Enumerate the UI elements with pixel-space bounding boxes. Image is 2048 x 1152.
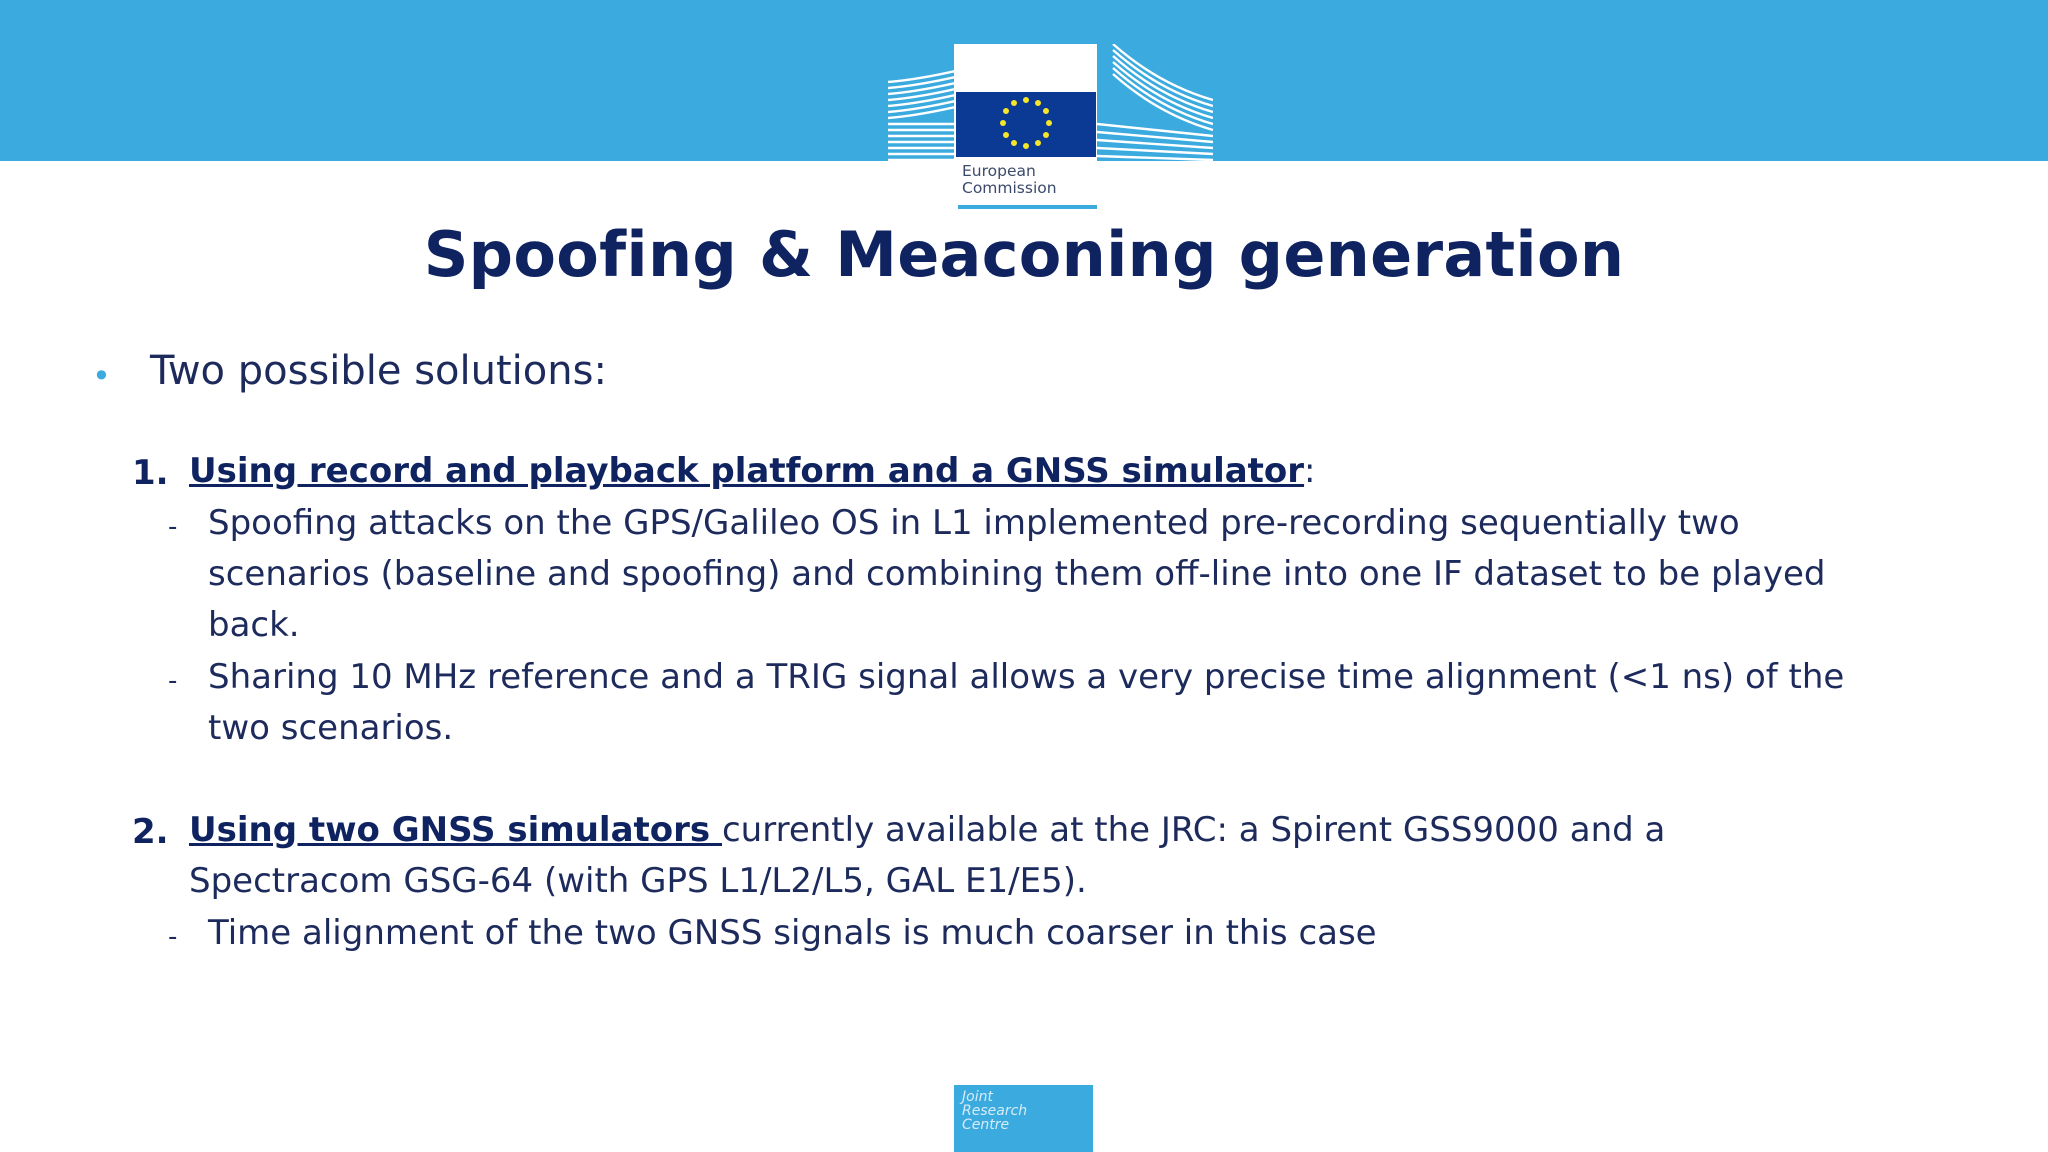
solution-1-bullet-2-line-2: two scenarios. xyxy=(208,708,454,748)
jrc-logo-text xyxy=(962,1090,1027,1132)
solution-2-heading-text: Using two GNSS simulators xyxy=(189,810,722,850)
dash-bullet-icon: - xyxy=(168,922,178,952)
solution-2-bullet-1-line-1: Time alignment of the two GNSS signals is much coarser in this case xyxy=(208,913,1377,953)
jrc-line-centre: Centre xyxy=(962,1117,1010,1133)
jrc-line-joint: Joint xyxy=(962,1089,993,1105)
solution-1-bullet-1-line-1: Spoofing attacks on the GPS/Galileo OS in L1 implemented pre-recording sequentially two xyxy=(208,503,1740,543)
solution-2-continuation: Spectracom GSG-64 (with GPS L1/L2/L5, GAL E1/E5). xyxy=(189,861,1087,901)
dash-bullet-icon: - xyxy=(168,666,178,696)
solution-1-heading xyxy=(189,451,1316,491)
solution-1-number: 1. xyxy=(132,453,169,493)
european-commission-logo xyxy=(888,44,1213,214)
intro-text: Two possible solutions: xyxy=(150,348,607,394)
slide-title: Spoofing & Meaconing generation xyxy=(423,218,1625,291)
jrc-logo xyxy=(954,1085,1093,1152)
solution-1-bullet-1-line-3: back. xyxy=(208,605,300,645)
solution-1-heading-text: Using record and playback platform and a GNSS simulator xyxy=(189,451,1305,491)
solution-2-number: 2. xyxy=(132,812,169,852)
logo-underline xyxy=(958,205,1097,209)
bullet-dot-icon: • xyxy=(92,357,111,395)
solution-2-heading xyxy=(189,810,1665,850)
solution-1-bullet-1-line-2: scenarios (baseline and spoofing) and combining them off-line into one IF dataset to be played xyxy=(208,554,1826,594)
solution-2-heading-suffix: currently available at the JRC: a Spirent GSS9000 and a xyxy=(721,810,1666,850)
solution-1-heading-suffix: : xyxy=(1304,451,1316,491)
logo-line-european: European xyxy=(962,162,1036,180)
solution-1-bullet-2-line-1: Sharing 10 MHz reference and a TRIG signal allows a very precise time alignment (<1 ns) of the xyxy=(208,657,1845,697)
logo-text xyxy=(962,163,1102,197)
logo-line-commission: Commission xyxy=(962,179,1057,197)
jrc-line-research: Research xyxy=(962,1103,1028,1119)
dash-bullet-icon: - xyxy=(168,512,178,542)
